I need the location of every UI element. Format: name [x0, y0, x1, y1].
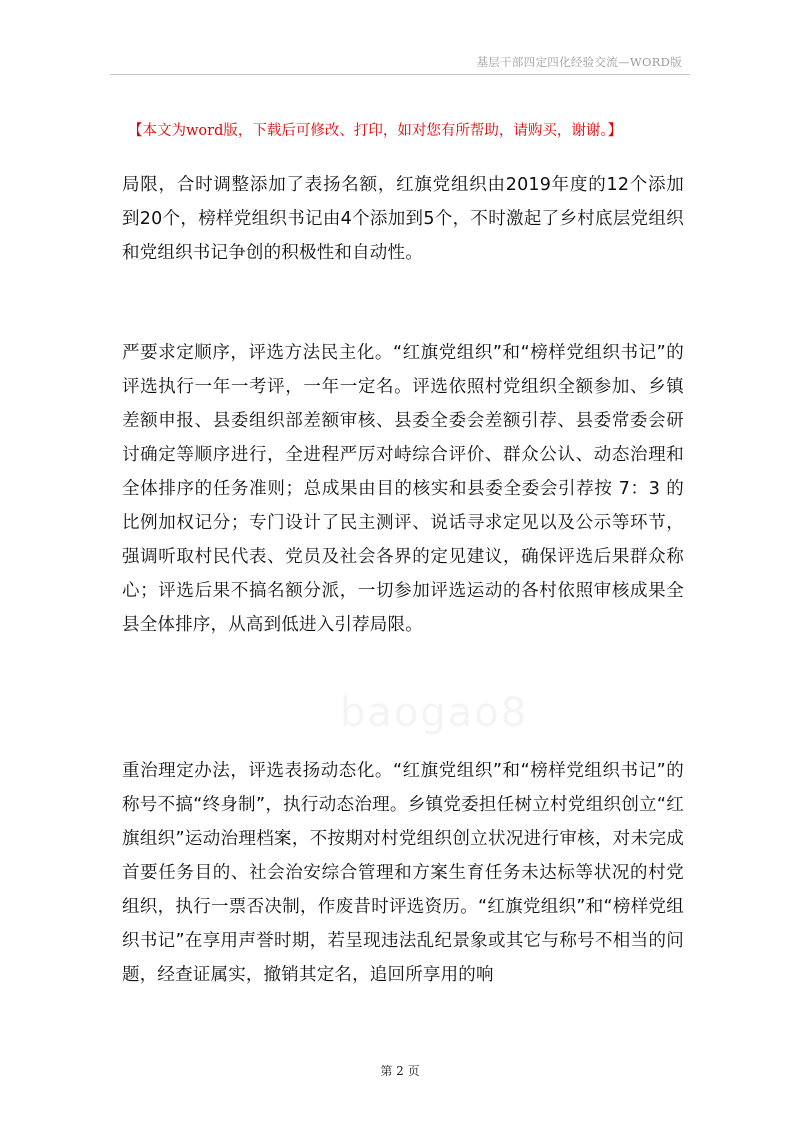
paragraph-text: 严要求定顺序，评选方法民主化。“红旗党组织”和“榜样党组织书记”的评选执行一年一考评，一年一定名。评选依照村党组织全额参加、乡镇差额申报、县委组织部差额审核、县委全委会差额引荐、县委常委会研讨确定等顺序进行，全进程严厉对峙综合评价、群众公认、动态治理和全体排序的任务准则；总成果由目的核实和县委全委会引荐按 7：3 的比例加权记分；专门设计了民主测评、说话寻求定见以及公示等环节，强调听取村民代表、党员及社会各界的定见建议，确保评选后果群众称心；评选后果不搞名额分派，一切参加评选运动的各村依照审核成果全县全体排序，从高到低进入引荐局限。	[122, 343, 684, 635]
paragraph-2	[122, 336, 684, 642]
header-rule	[110, 74, 690, 75]
paragraph-text: 重治理定办法，评选表扬动态化。“红旗党组织”和“榜样党组织书记”的称号不搞“终身制”，执行动态治理。乡镇党委担任树立村党组织创立“红旗组织”运动治理档案，不按期对村党组织创立状况进行审核，对未完成首要任务目的、社会治安综合管理和方案生育任务未达标等状况的村党组织，执行一票否决制，作废昔时评选资历。“红旗党组织”和“榜样党组织书记”在享用声誉时期，若呈现违法乱纪景象或其它与称号不相当的问题，经查证属实，撤销其定名，追回所享用的响	[122, 761, 684, 985]
download-notice: 【本文为word版，下载后可修改、打印，如对您有所帮助，请购买，谢谢。】	[128, 123, 623, 139]
paragraph-3	[122, 754, 684, 992]
page-header: 基层干部四定四化经验交流—WORD版	[476, 55, 682, 69]
paragraph-1	[122, 168, 684, 270]
paragraph-text: 局限，合时调整添加了表扬名额，红旗党组织由2019年度的12个添加到20个，榜样党组织书记由4个添加到5个，不时激起了乡村底层党组织和党组织书记争创的积极性和自动性。	[122, 175, 684, 263]
watermark: baogao8	[340, 690, 529, 736]
page-number: 第 2 页	[380, 1064, 420, 1078]
